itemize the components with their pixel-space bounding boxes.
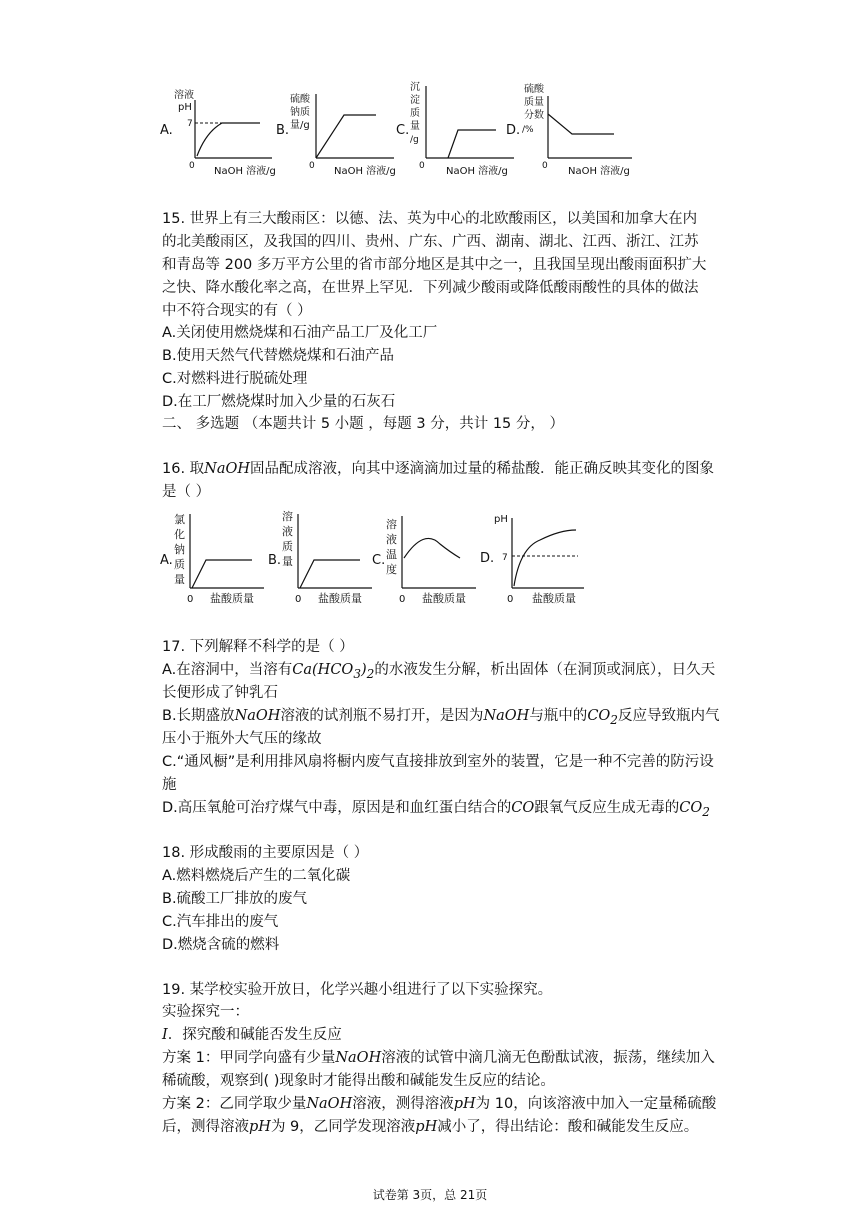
q14-graph-b-ylabel-1: 硫酸 (290, 94, 310, 105)
q14-graph-b-ylabel-3: 量/g (290, 120, 310, 131)
curve (316, 115, 376, 158)
text: 溶液，测得溶液 (352, 1096, 454, 1112)
q14-graph-b-origin: 0 (309, 161, 315, 171)
q16-line-1 (162, 459, 714, 479)
q16-graph-a (160, 508, 270, 608)
formula-naoh: NaOH (204, 461, 251, 477)
q18-stem: 18. 形成酸雨的主要原因是（ ） (162, 845, 369, 861)
text: 减小了，得出结论：酸和碱能发生反应。 (437, 1119, 699, 1135)
roman-numeral: I (162, 1027, 168, 1043)
q16-graph-d-origin: 0 (507, 594, 514, 605)
formula-naoh: NaOH (483, 708, 530, 724)
q16-graph-d-xlabel: 盐酸质量 (532, 592, 576, 605)
subscript: 3 (353, 666, 361, 681)
curve (300, 560, 360, 588)
q17-option-c-line-1: C.“通风橱”是利用排风扇将橱内废气直接排放到室外的装置，它是一种不完善的防污设 (162, 754, 714, 770)
q15-option-b: B.使用天然气代替燃烧煤和石油产品 (162, 348, 395, 364)
q16-line-2: 是（ ） (162, 484, 211, 500)
q16-graph-c-origin: 0 (399, 594, 406, 605)
q14-graph-c-ylabel-1: 沉 (410, 82, 420, 93)
q16-text-2: 固品配成溶液，向其中逐滴滴加过量的稀盐酸．能正确反映其变化的图象 (250, 461, 715, 477)
q19-part-i (162, 1025, 342, 1045)
q17-option-a-line-2: 长便形成了钟乳石 (162, 685, 278, 701)
text: 与瓶中的 (529, 708, 588, 724)
q14-graph-c (396, 78, 521, 180)
q14-graph-a-ylabel-1: 溶液 (174, 90, 194, 101)
subscript: 2 (610, 712, 618, 727)
q14-graph-c-origin: 0 (419, 161, 425, 171)
formula-naoh: NaOH (306, 1096, 353, 1112)
q16-graph-a-ylabel-1: 氯 (174, 513, 185, 526)
q16-graph-a-ylabel-3: 钠 (174, 543, 185, 556)
q15-line-5: 中不符合现实的有（ ） (162, 303, 312, 319)
q14-graph-a-origin: 0 (189, 161, 195, 171)
q14-graph-a-ylabel-2: pH (178, 102, 192, 113)
q16-graph-c-xlabel: 盐酸质量 (422, 592, 466, 605)
text: 为 9，乙同学发现溶液 (270, 1119, 416, 1135)
formula-co2: CO (587, 708, 611, 724)
q16-graph-a-ylabel-5: 量 (174, 573, 185, 586)
section-heading-multi-choice: 二、 多选题 （本题共计 5 小题 ，每题 3 分，共计 15 分， ） (162, 416, 564, 432)
q16-graph-d (480, 508, 590, 608)
q16-graph-b-xlabel: 盐酸质量 (318, 592, 362, 605)
q16-graph-b-ylabel-4: 量 (282, 555, 293, 568)
text: ．探究酸和碱能否发生反应 (167, 1027, 342, 1043)
subscript: 2 (702, 804, 710, 819)
text: 跟氧气反应生成无毒的 (534, 800, 680, 816)
q17-option-b-line-2: 压小于瓶外大气压的缘故 (162, 731, 322, 747)
page-footer: 试卷第 3页，总 21页 (372, 1188, 488, 1202)
q19-stem: 19. 某学校实验开放日，化学兴趣小组进行了以下实验探究。 (162, 982, 553, 998)
q16-graph-a-ylabel-4: 质 (174, 558, 185, 571)
q15-option-c: C.对燃料进行脱硫处理 (162, 371, 308, 387)
q16-graph-c-ylabel-1: 溶 (386, 518, 397, 531)
subscript: 2 (366, 666, 375, 681)
q14-graph-c-xlabel: NaOH 溶液/g (446, 166, 508, 177)
q14-graph-c-ylabel-3: 质 (410, 108, 420, 119)
q14-graph-b-option: B. (276, 123, 290, 138)
q19-plan1-line-2: 稀硫酸，观察到( )现象时才能得出酸和碱能发生反应的结论。 (162, 1073, 555, 1089)
q15-line-3: 和青岛等 200 多万平方公里的省市部分地区是其中之一，且我国呈现出酸雨面积扩大 (162, 257, 707, 273)
formula-co: CO (511, 800, 535, 816)
q16-graph-b-ylabel-2: 液 (282, 525, 293, 538)
q16-graph-d-option: D. (480, 551, 495, 566)
text: B.长期盛放 (162, 708, 235, 724)
q14-graph-d-ylabel-4: /% (522, 125, 534, 135)
q14-graph-c-ylabel-2: 淀 (410, 95, 420, 106)
q16-graph-c-ylabel-4: 度 (386, 563, 397, 576)
q16-graph-b-option: B. (268, 553, 282, 568)
q14-graph-d-ylabel-2: 质量 (524, 97, 544, 108)
q18-option-c: C.汽车排出的废气 (162, 914, 279, 930)
formula-ca-hco3: Ca(HCO (292, 662, 354, 678)
q15-option-a: A.关闭使用燃烧煤和石油产品工厂及化工厂 (162, 325, 438, 341)
q18-option-d: D.燃烧含硫的燃料 (162, 937, 280, 953)
q15-line-4: 之快、降水酸化率之高，在世界上罕见．下列减少酸雨或降低酸雨酸性的具体的做法 (162, 280, 699, 296)
paren: ) (361, 662, 367, 678)
q16-graph-d-tick: 7 (502, 553, 508, 563)
curve (514, 530, 576, 586)
q19-plan2-line-1 (162, 1094, 716, 1114)
q16-graph-a-origin: 0 (187, 594, 194, 605)
q14-graph-a-option: A. (160, 123, 173, 138)
text: A.在溶洞中，当溶有 (162, 662, 293, 678)
q16-graph-b-ylabel-3: 质 (282, 540, 293, 553)
q15-line-2: 的北美酸雨区，及我国的四川、贵州、广东、广西、湖南、湖北、江西、浙江、江苏 (162, 234, 699, 250)
curve (548, 114, 614, 134)
text: 方案 2：乙同学取少量 (162, 1096, 307, 1112)
q19-sub-heading: 实验探究一： (162, 1004, 249, 1020)
q16-graph-b (268, 508, 378, 608)
q14-graph-d-option: D. (506, 123, 521, 138)
text: 方案 1：甲同学向盛有少量 (162, 1050, 336, 1066)
formula-naoh: NaOH (335, 1050, 382, 1066)
q16-graph-c-option: C. (372, 553, 386, 568)
q14-graph-d (506, 80, 636, 180)
formula-ph: pH (453, 1096, 476, 1112)
q14-graph-d-ylabel-3: 分数 (524, 110, 544, 121)
q17-option-c-line-2: 施 (162, 777, 177, 793)
text: 为 10，向该溶液中加入一定量稀硫酸 (475, 1096, 717, 1112)
q15-line-1: 15. 世界上有三大酸雨区：以德、法、英为中心的北欧酸雨区，以美国和加拿大在内 (162, 211, 698, 227)
q14-graph-d-ylabel-1: 硫酸 (524, 84, 544, 95)
curve (404, 538, 460, 558)
text: D.高压氧舱可治疗煤气中毒，原因是和血红蛋白结合的 (162, 800, 512, 816)
text: 后，测得溶液 (162, 1119, 249, 1135)
q16-graph-c-ylabel-3: 温 (386, 548, 397, 561)
q14-graph-a-xlabel: NaOH 溶液/g (214, 166, 276, 177)
q17-option-a-line-1 (162, 660, 715, 684)
q18-option-b: B.硫酸工厂排放的废气 (162, 891, 308, 907)
q14-graph-d-origin: 0 (542, 161, 548, 171)
q14-graph-a-tick: 7 (187, 119, 193, 129)
q14-graph-b (276, 84, 401, 180)
q16-graph-a-xlabel: 盐酸质量 (210, 592, 254, 605)
text: 溶液的试剂瓶不易打开，是因为 (280, 708, 484, 724)
q19-plan2-line-2 (162, 1117, 698, 1137)
q16-text-1: 16. 取 (162, 461, 205, 477)
formula-ph: pH (249, 1119, 271, 1135)
q16-graph-b-origin: 0 (295, 594, 302, 605)
q16-graph-d-ylabel: pH (494, 514, 508, 525)
q19-plan1-line-1 (162, 1048, 715, 1068)
q16-graph-b-ylabel-1: 溶 (282, 510, 293, 523)
q14-graph-c-option: C. (396, 123, 410, 138)
formula-co2: CO (679, 800, 703, 816)
q16-graph-a-option: A. (160, 553, 173, 568)
text: 的水液发生分解，析出固体（在洞顶或洞底），日久天 (374, 662, 716, 678)
q15-option-d: D.在工厂燃烧煤时加入少量的石灰石 (162, 394, 396, 410)
q16-graph-c (372, 508, 482, 608)
q18-option-a: A.燃料燃烧后产生的二氧化碳 (162, 868, 351, 884)
formula-ph: pH (415, 1119, 438, 1135)
curve (448, 130, 496, 158)
q14-graph-d-xlabel: NaOH 溶液/g (568, 166, 630, 177)
q17-option-b-line-1 (162, 706, 719, 730)
q14-graph-b-xlabel: NaOH 溶液/g (334, 166, 396, 177)
q14-graph-b-ylabel-2: 钠质 (290, 107, 310, 118)
q16-graph-c-ylabel-2: 液 (386, 533, 397, 546)
q14-graph-a (160, 84, 280, 180)
q17-option-d (162, 798, 710, 822)
curve (192, 560, 252, 588)
formula-naoh: NaOH (234, 708, 281, 724)
q16-graph-a-ylabel-2: 化 (174, 528, 185, 541)
q14-graph-c-ylabel-4: 量 (410, 121, 420, 132)
q14-graph-c-ylabel-5: /g (410, 135, 419, 145)
curve (197, 123, 260, 156)
text: 溶液的试管中滴几滴无色酚酞试液，振荡，继续加入 (381, 1050, 715, 1066)
q17-stem: 17. 下列解释不科学的是（ ） (162, 639, 354, 655)
text: 反应导致瓶内气 (617, 708, 720, 724)
